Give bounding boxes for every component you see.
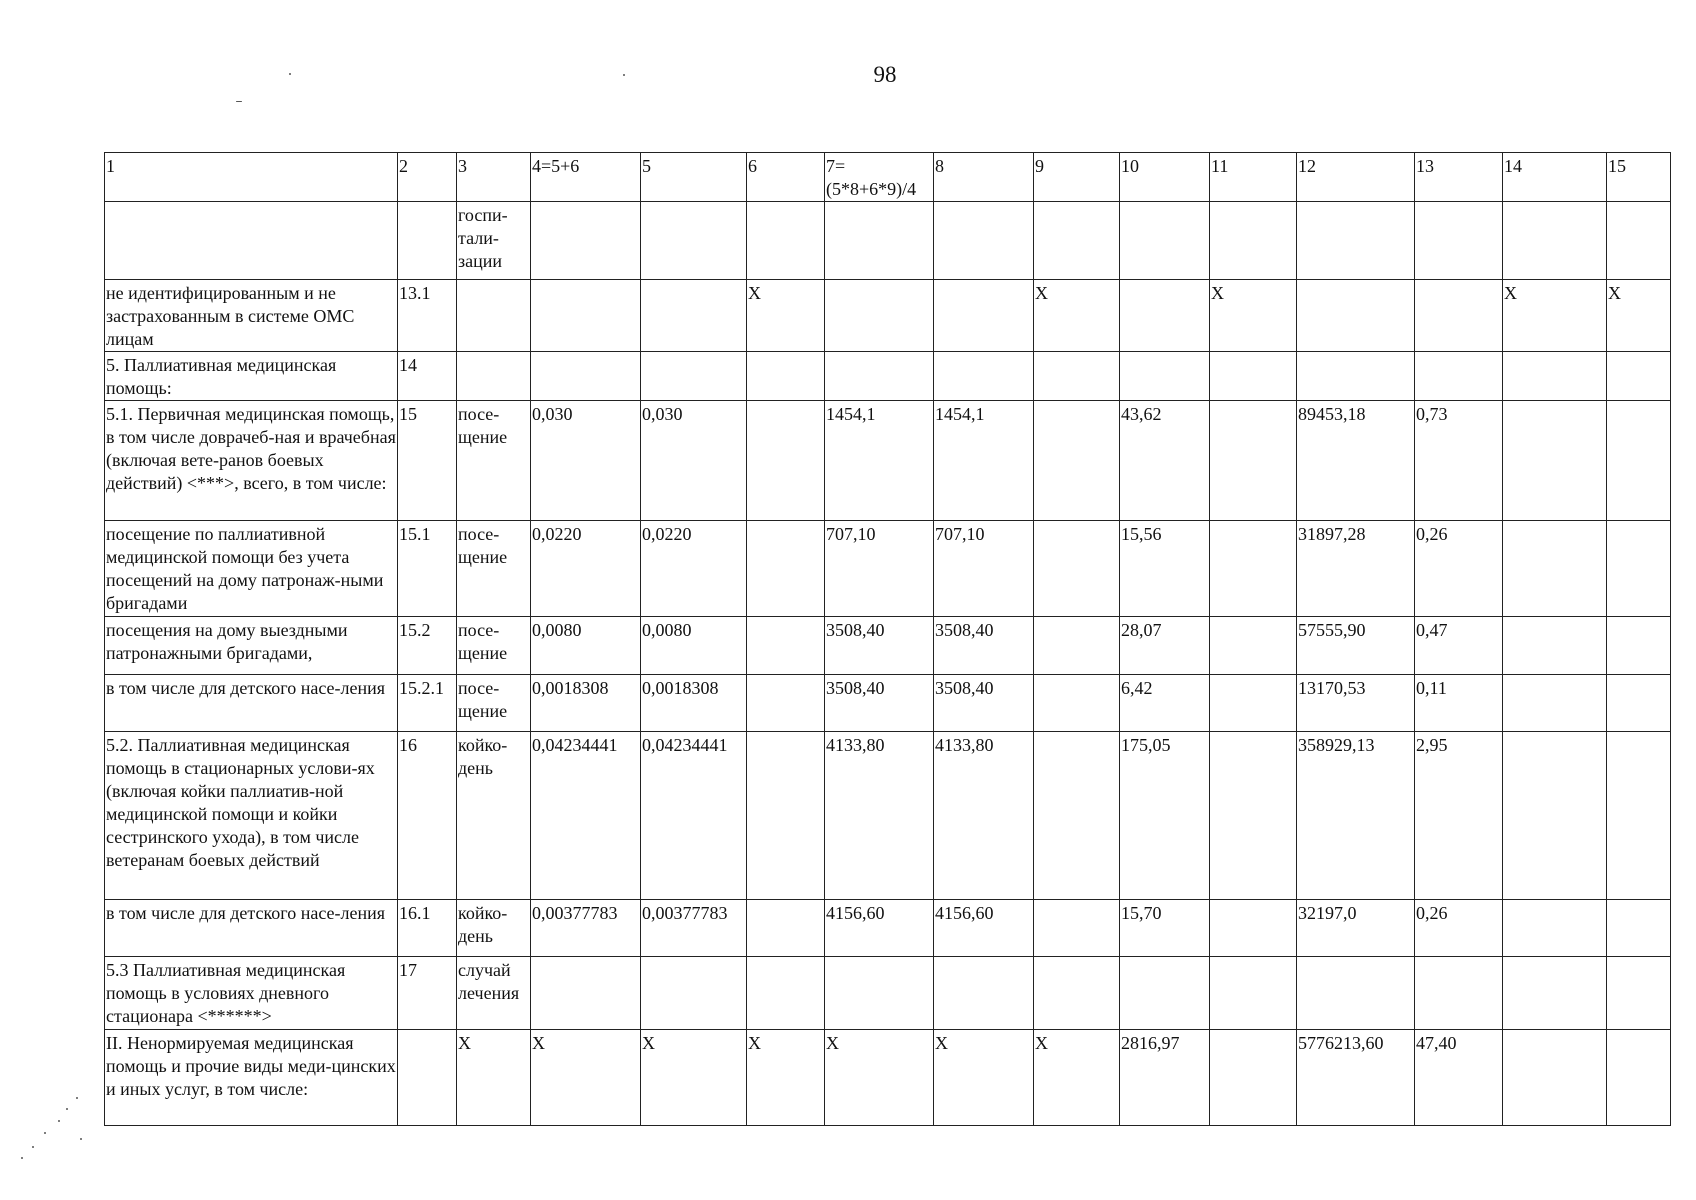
header-cell: 8 xyxy=(934,153,1034,202)
table-row xyxy=(105,202,1671,280)
table-cell xyxy=(1607,521,1671,617)
scan-speck xyxy=(32,1146,34,1148)
table-cell xyxy=(398,1030,457,1126)
table-row xyxy=(105,732,1671,900)
table-cell xyxy=(747,202,825,280)
table-cell: 2816,97 xyxy=(1120,1030,1210,1126)
table-cell xyxy=(1503,352,1607,401)
table-cell: 15,56 xyxy=(1120,521,1210,617)
scan-speck xyxy=(76,1097,78,1099)
header-cell: 15 xyxy=(1607,153,1671,202)
table-cell: X xyxy=(1503,280,1607,352)
table-cell: посе- щение xyxy=(457,401,531,521)
table-cell: посе- щение xyxy=(457,675,531,732)
table-cell xyxy=(1034,900,1120,957)
table-cell xyxy=(531,352,641,401)
table-cell: койко- день xyxy=(457,900,531,957)
table-cell: X xyxy=(1034,1030,1120,1126)
header-cell: 12 xyxy=(1297,153,1415,202)
table-cell: 0,47 xyxy=(1415,617,1503,675)
table-cell xyxy=(1034,352,1120,401)
table-cell xyxy=(825,352,934,401)
table-cell: случай лечения xyxy=(457,957,531,1030)
table-cell xyxy=(457,352,531,401)
table-cell xyxy=(934,957,1034,1030)
table-cell: 14 xyxy=(398,352,457,401)
table-cell: X xyxy=(641,1030,747,1126)
table-cell xyxy=(1034,957,1120,1030)
table-cell: 0,26 xyxy=(1415,521,1503,617)
header-cell: 3 xyxy=(457,153,531,202)
table-cell xyxy=(1607,202,1671,280)
table-cell: 0,73 xyxy=(1415,401,1503,521)
scan-speck xyxy=(289,73,291,75)
table-cell xyxy=(1210,352,1297,401)
table-cell xyxy=(747,401,825,521)
header-cell: 7= (5*8+6*9)/4 xyxy=(825,153,934,202)
header-row xyxy=(105,153,1671,202)
table-cell: 3508,40 xyxy=(825,617,934,675)
header-cell: 9 xyxy=(1034,153,1120,202)
table-cell: 0,00377783 xyxy=(531,900,641,957)
table-cell xyxy=(1297,280,1415,352)
table-cell xyxy=(1607,617,1671,675)
table-cell: посе- щение xyxy=(457,617,531,675)
table-cell: 17 xyxy=(398,957,457,1030)
table-cell xyxy=(1210,401,1297,521)
table-cell xyxy=(1415,957,1503,1030)
header-cell: 11 xyxy=(1210,153,1297,202)
table-cell: X xyxy=(747,1030,825,1126)
table-cell: 5.1. Первичная медицинская помощь, в том числе доврачеб-ная и врачебная (включая вете-ранов боевых действий) <***>, всего, в том числе: xyxy=(105,401,398,521)
table-cell xyxy=(1034,675,1120,732)
table-cell xyxy=(934,280,1034,352)
table-cell xyxy=(1607,900,1671,957)
table-cell xyxy=(1210,521,1297,617)
scan-speck xyxy=(21,1157,23,1159)
table-cell xyxy=(747,617,825,675)
scan-speck xyxy=(623,74,625,76)
table-row xyxy=(105,352,1671,401)
table-cell xyxy=(825,280,934,352)
table-cell xyxy=(747,732,825,900)
table-cell xyxy=(457,280,531,352)
table-cell: 0,030 xyxy=(641,401,747,521)
table-cell: 5776213,60 xyxy=(1297,1030,1415,1126)
table-cell: посещение по паллиативной медицинской помощи без учета посещений на дому патронаж-ными бригадами xyxy=(105,521,398,617)
scan-speck xyxy=(44,1132,46,1134)
table-cell xyxy=(825,957,934,1030)
table-cell xyxy=(641,280,747,352)
table-cell: 0,11 xyxy=(1415,675,1503,732)
table-cell xyxy=(1607,352,1671,401)
table-row xyxy=(105,280,1671,352)
table-cell xyxy=(1034,401,1120,521)
table-cell: 4156,60 xyxy=(825,900,934,957)
table-cell: 0,26 xyxy=(1415,900,1503,957)
table-cell: 3508,40 xyxy=(825,675,934,732)
table-cell: койко- день xyxy=(457,732,531,900)
table-cell: 32197,0 xyxy=(1297,900,1415,957)
table-cell xyxy=(747,675,825,732)
table-cell: 2,95 xyxy=(1415,732,1503,900)
table-cell: 15.2 xyxy=(398,617,457,675)
header-cell: 4=5+6 xyxy=(531,153,641,202)
table-cell: 4133,80 xyxy=(825,732,934,900)
table-cell xyxy=(1210,900,1297,957)
table-cell xyxy=(1120,202,1210,280)
table-cell: 3508,40 xyxy=(934,675,1034,732)
table-cell xyxy=(825,202,934,280)
header-cell: 6 xyxy=(747,153,825,202)
table-cell: 4156,60 xyxy=(934,900,1034,957)
table-cell xyxy=(1120,352,1210,401)
table-row xyxy=(105,1030,1671,1126)
page-number: 98 xyxy=(873,62,897,87)
table-cell xyxy=(1607,1030,1671,1126)
table-cell xyxy=(1503,732,1607,900)
table-row xyxy=(105,675,1671,732)
scan-speck xyxy=(66,1108,68,1110)
table-cell xyxy=(1415,352,1503,401)
table-cell: X xyxy=(747,280,825,352)
header-cell: 5 xyxy=(641,153,747,202)
table-body xyxy=(105,153,1671,1126)
table-cell: 0,030 xyxy=(531,401,641,521)
table-cell: 89453,18 xyxy=(1297,401,1415,521)
table-cell xyxy=(747,900,825,957)
table-cell: X xyxy=(934,1030,1034,1126)
table-cell xyxy=(1120,280,1210,352)
table-cell xyxy=(1503,957,1607,1030)
table-cell xyxy=(1415,280,1503,352)
table-cell: 5. Паллиативная медицинская помощь: xyxy=(105,352,398,401)
table-cell: X xyxy=(457,1030,531,1126)
scan-speck xyxy=(236,101,242,102)
table-cell: 57555,90 xyxy=(1297,617,1415,675)
scan-speck xyxy=(58,1120,60,1122)
table-cell: 47,40 xyxy=(1415,1030,1503,1126)
table-cell xyxy=(1210,617,1297,675)
table-cell xyxy=(641,352,747,401)
table-cell xyxy=(641,957,747,1030)
header-cell: 14 xyxy=(1503,153,1607,202)
table-cell xyxy=(1297,957,1415,1030)
table-cell xyxy=(1297,202,1415,280)
table-row xyxy=(105,401,1671,521)
table-cell: 0,0018308 xyxy=(531,675,641,732)
table-cell: 31897,28 xyxy=(1297,521,1415,617)
table-cell xyxy=(1607,732,1671,900)
table-cell: в том числе для детского насе-ления xyxy=(105,675,398,732)
table-cell xyxy=(1210,675,1297,732)
table-cell: 0,04234441 xyxy=(531,732,641,900)
table-cell xyxy=(1120,957,1210,1030)
table-cell: 6,42 xyxy=(1120,675,1210,732)
scan-speck xyxy=(80,1138,82,1140)
table-cell xyxy=(1607,675,1671,732)
table-cell: 0,0080 xyxy=(641,617,747,675)
table-cell xyxy=(934,352,1034,401)
table-cell: посе- щение xyxy=(457,521,531,617)
table-cell: не идентифицированным и не застрахованным в системе ОМС лицам xyxy=(105,280,398,352)
table-cell xyxy=(747,352,825,401)
table-row xyxy=(105,957,1671,1030)
table-cell: 0,04234441 xyxy=(641,732,747,900)
table-row xyxy=(105,900,1671,957)
table-cell: 1454,1 xyxy=(825,401,934,521)
table-cell: X xyxy=(531,1030,641,1126)
table-cell: 358929,13 xyxy=(1297,732,1415,900)
table-cell: 16 xyxy=(398,732,457,900)
table-cell: 1454,1 xyxy=(934,401,1034,521)
table-cell xyxy=(1034,617,1120,675)
table-cell xyxy=(1210,1030,1297,1126)
table-cell: 0,0220 xyxy=(531,521,641,617)
table-cell: 15.2.1 xyxy=(398,675,457,732)
table-cell: X xyxy=(1607,280,1671,352)
table-cell: 13170,53 xyxy=(1297,675,1415,732)
table-cell: 28,07 xyxy=(1120,617,1210,675)
table-cell xyxy=(641,202,747,280)
table-cell xyxy=(747,521,825,617)
table-cell: 707,10 xyxy=(825,521,934,617)
table-cell xyxy=(398,202,457,280)
table-cell: II. Ненормируемая медицинская помощь и прочие виды меди-цинских и иных услуг, в том числе: xyxy=(105,1030,398,1126)
table-cell xyxy=(934,202,1034,280)
table-cell xyxy=(1503,202,1607,280)
table-cell xyxy=(1503,521,1607,617)
table-cell xyxy=(1607,957,1671,1030)
table-cell xyxy=(1034,521,1120,617)
table-cell xyxy=(1503,401,1607,521)
table-cell: 0,0018308 xyxy=(641,675,747,732)
table-cell: 3508,40 xyxy=(934,617,1034,675)
table-cell xyxy=(105,202,398,280)
table-cell: 5.3 Паллиативная медицинская помощь в условиях дневного стационара <******> xyxy=(105,957,398,1030)
table-cell: 13.1 xyxy=(398,280,457,352)
table-cell: 16.1 xyxy=(398,900,457,957)
header-cell: 2 xyxy=(398,153,457,202)
table-cell: госпи- тали- зации xyxy=(457,202,531,280)
table-cell xyxy=(1210,957,1297,1030)
table-cell: X xyxy=(1034,280,1120,352)
table-cell: X xyxy=(1210,280,1297,352)
table-cell: 175,05 xyxy=(1120,732,1210,900)
table-cell xyxy=(531,957,641,1030)
table-cell: 4133,80 xyxy=(934,732,1034,900)
table-cell xyxy=(1503,1030,1607,1126)
table-cell xyxy=(1503,617,1607,675)
header-cell: 1 xyxy=(105,153,398,202)
table-cell xyxy=(1503,675,1607,732)
table-cell: X xyxy=(825,1030,934,1126)
table-cell: 707,10 xyxy=(934,521,1034,617)
table-row xyxy=(105,617,1671,675)
table-cell xyxy=(1210,732,1297,900)
table-cell xyxy=(1503,900,1607,957)
table-cell: 15,70 xyxy=(1120,900,1210,957)
table-cell: 5.2. Паллиативная медицинская помощь в стационарных услови-ях (включая койки паллиатив-ной медицинской помощи и койки сестринского ухода), в том числе ветеранам боевых действий xyxy=(105,732,398,900)
table-cell xyxy=(747,957,825,1030)
table-cell: посещения на дому выездными патронажными бригадами, xyxy=(105,617,398,675)
table-cell: в том числе для детского насе-ления xyxy=(105,900,398,957)
table-cell: 0,0220 xyxy=(641,521,747,617)
table-cell: 0,00377783 xyxy=(641,900,747,957)
header-cell: 13 xyxy=(1415,153,1503,202)
table-cell xyxy=(1034,202,1120,280)
table-cell xyxy=(1297,352,1415,401)
table-cell: 15 xyxy=(398,401,457,521)
data-table xyxy=(104,152,1671,1126)
table-cell xyxy=(1415,202,1503,280)
table-cell xyxy=(531,280,641,352)
table-row xyxy=(105,521,1671,617)
table-cell xyxy=(1210,202,1297,280)
table-cell: 15.1 xyxy=(398,521,457,617)
table-cell: 43,62 xyxy=(1120,401,1210,521)
header-cell: 10 xyxy=(1120,153,1210,202)
table-cell: 0,0080 xyxy=(531,617,641,675)
table-cell xyxy=(531,202,641,280)
table-cell xyxy=(1034,732,1120,900)
table-cell xyxy=(1607,401,1671,521)
